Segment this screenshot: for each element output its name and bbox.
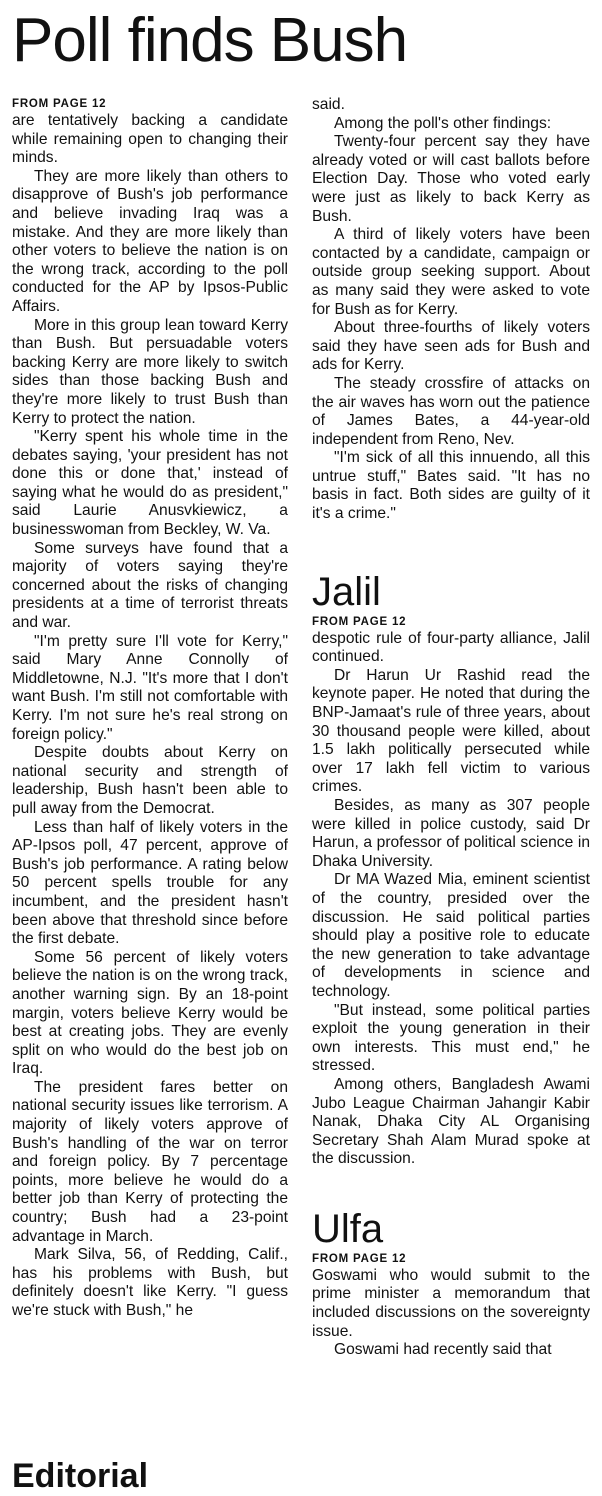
- article-paragraph: More in this group lean toward Kerry than Bush. But persuadable voters backing Kerry are more likely to switch sides than those backing Bush and they're more likely to trust Bush than Kerry to protect the nation.: [12, 316, 288, 427]
- page-headline: Poll finds Bush: [12, 6, 408, 75]
- article-paragraph: "Kerry spent his whole time in the debates saying, 'your president has not done this or done that,' instead of saying what he would do as president," said Laurie Anusvkiewicz, a businesswoman from Beckley, W. Va.: [12, 428, 288, 539]
- article-paragraph: "But instead, some political parties exploit the young generation in their own interests. This must end," he stressed.: [312, 1001, 590, 1075]
- right-column: [312, 96, 590, 1360]
- article-paragraph: Some 56 percent of likely voters believe the nation is on the wrong track, another warning sign. By an 18-point margin, voters believe Kerry would be best at creating jobs. They are evenly split on who would do the best job on Iraq.: [12, 948, 288, 1078]
- article-paragraph: Dr Harun Ur Rashid read the keynote paper. He noted that during the BNP-Jamaat's rule of three years, about 30 thousand people were killed, about 1.5 lakh politically persecuted while over 17 lakh fell victim to various crimes.: [312, 666, 590, 796]
- left-column: [12, 96, 288, 1321]
- article-paragraph: said.: [312, 96, 345, 113]
- article-paragraph: "I'm pretty sure I'll vote for Kerry," said Mary Anne Connolly of Middletowne, N.J. "It's more that I don't want Bush. I'm still not comfortable with Kerry. I'm not sure he's real strong on foreign policy.": [12, 632, 288, 743]
- from-page-label: FROM PAGE 12: [12, 98, 107, 110]
- article-paragraph: Besides, as many as 307 people were killed in police custody, said Dr Harun, a professor of political science in Dhaka University.: [312, 797, 590, 870]
- article-paragraph: About three-fourths of likely voters said they have seen ads for Bush and ads for Kerry.: [312, 319, 590, 374]
- from-page-label: FROM PAGE 12: [312, 1252, 407, 1265]
- article-paragraph: The president fares better on national security issues like terrorism. A majority of likely voters approve of Bush's handling of the war on terror and foreign policy. By 7 percentage points, more believe he would do a better job than Kerry of protecting the country; Bush had a 23-point advantage in March.: [12, 1078, 288, 1245]
- article-paragraph: Despite doubts about Kerry on national security and strength of leadership, Bush hasn't been able to pull away from the Democrat.: [12, 744, 288, 817]
- article-paragraph: Goswami who would submit to the prime minister a memorandum that included discussions on the sovereignty issue.: [312, 1266, 590, 1340]
- article-paragraph: Mark Silva, 56, of Redding, Calif., has his problems with Bush, but definitely doesn't like Kerry. "I guess we're stuck with Bush," he: [12, 1246, 288, 1319]
- story-spacer: [312, 1169, 590, 1207]
- article-paragraph: They are more likely than others to disapprove of Bush's job performance and believe invading Iraq was a mistake. And they are more likely than other voters to believe the nation is on the wrong track, according to the poll conducted for the AP by Ipsos-Public Affairs.: [12, 167, 288, 315]
- article-paragraph: are tentatively backing a candidate while remaining open to changing their minds.: [12, 112, 288, 167]
- article-paragraph: Twenty-four percent say they have already voted or will cast ballots before Election Day. Those who voted early were just as likely to back Kerry as Bush.: [312, 133, 590, 225]
- story-spacer: [312, 524, 590, 570]
- article-paragraph: despotic rule of four-party alliance, Jalil continued.: [312, 629, 590, 666]
- article-paragraph: A third of likely voters have been contacted by a candidate, campaign or outside group seeking support. About as many said they were asked to vote for Bush as for Kerry.: [312, 226, 590, 318]
- article-paragraph: "I'm sick of all this innuendo, all this untrue stuff," Bates said. "It has no basis in fact. Both sides are guilty of it it's a crime.": [312, 449, 590, 523]
- article-paragraph: Among others, Bangladesh Awami Jubo League Chairman Jahangir Kabir Nanak, Dhaka City AL Organising Secretary Shah Alam Murad spoke at the discussion.: [312, 1075, 590, 1168]
- article-paragraph: Some surveys have found that a majority of voters saying they're concerned about the risks of changing presidents at a time of terrorist threats and war.: [12, 539, 288, 632]
- from-page-label: FROM PAGE 12: [312, 615, 407, 628]
- jalil-headline: Jalil: [312, 569, 381, 614]
- next-headline-partial: Editorial: [12, 1457, 149, 1495]
- article-paragraph: Among the poll's other findings:: [334, 114, 552, 132]
- article-paragraph: The steady crossfire of attacks on the air waves has worn out the patience of James Bates, a 44-year-old independent from Reno, Nev.: [312, 374, 590, 448]
- ulfa-headline: Ulfa: [312, 1206, 384, 1251]
- article-paragraph: Less than half of likely voters in the AP-Ipsos poll, 47 percent, approve of Bush's job performance. A rating below 50 percent spells trouble for any incumbent, and the president hasn't been above that threshold since before the first debate.: [12, 818, 288, 948]
- article-paragraph: Goswami had recently said that: [334, 1341, 552, 1359]
- article-paragraph: Dr MA Wazed Mia, eminent scientist of the country, presided over the discussion. He said political parties should play a positive role to educate the new generation to take advantage of developments in science and technology.: [312, 871, 590, 1000]
